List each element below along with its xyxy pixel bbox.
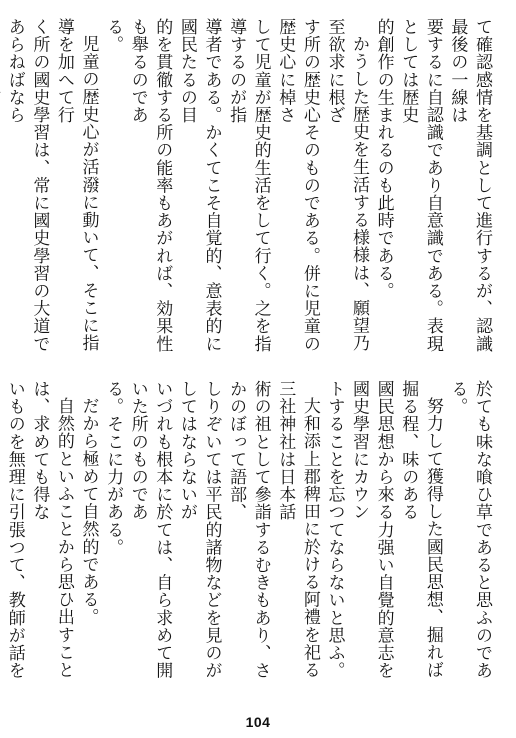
text-line: 於ても味な喰ひ草であると思ふのである。 (447, 380, 492, 680)
text-line: す所の歴史心そのものである。併に児童の歴史心に棹さ (275, 18, 320, 353)
text-line: 要するに自認識であり自意識である。表現としては歴史 (398, 18, 443, 353)
text-line: く所の國史學習は、常に國史學習の大道であらねばなら (4, 18, 50, 353)
lower-text-block (4, 380, 494, 692)
text-line: 大和添上郡稗田に於ける阿禮を祀る三社神社は日本話 (275, 380, 320, 679)
text-line: 自然的といふことから思ひ出すことは、求めても得な (29, 380, 74, 679)
text-line: る。そこに力がある。 (103, 380, 124, 556)
text-line (0, 18, 2, 354)
text-line: して児童が歴史的生活をして行く。之を指導するのが指 (226, 18, 271, 353)
text-line: トすることを忘つてならないと思ふ。 (324, 380, 345, 680)
text-line: る。 (103, 18, 124, 54)
text-line: 導者である。かくてこそ自覚的、意表的に國民たるの目 (176, 18, 222, 353)
text-line: しりぞいては平民的諸物などを見のがしてはならないが (176, 380, 222, 680)
text-line: かうした歴史を生活する様様は、願望乃至欲求に根ざ (324, 18, 370, 352)
text-line: 的創作の生まれるのも此時である。 (373, 18, 394, 300)
text-line: いづれも根本に於ては、自ら求めて開いた所のものであ (127, 380, 173, 680)
text-line: て確認感情を基調として進行するが、認識最後の一線は (447, 18, 492, 353)
page-number: 104 (245, 714, 271, 730)
text-line: 的を貫徹する所の能率もあがれば、効果性も舉るのであ (127, 18, 173, 353)
text-line: だから極めて自然的である。 (78, 397, 99, 626)
text-line: 努力して獲得した國民思想、掘れば掘る程、味のある (398, 380, 443, 679)
upper-text-block (4, 18, 494, 354)
text-line: 術の祖として參詣するむきもあり、さかのぼって語部、 (226, 380, 271, 680)
text-line: 児童の歴史心が活潑に動いて、そこに指導を加へて行 (53, 18, 99, 352)
text-line: 國民思想から來る力强い自覺的意志を國史學習にカウン (349, 380, 394, 680)
text-line: いものを無理に引張つて、教師が話を (4, 380, 25, 680)
